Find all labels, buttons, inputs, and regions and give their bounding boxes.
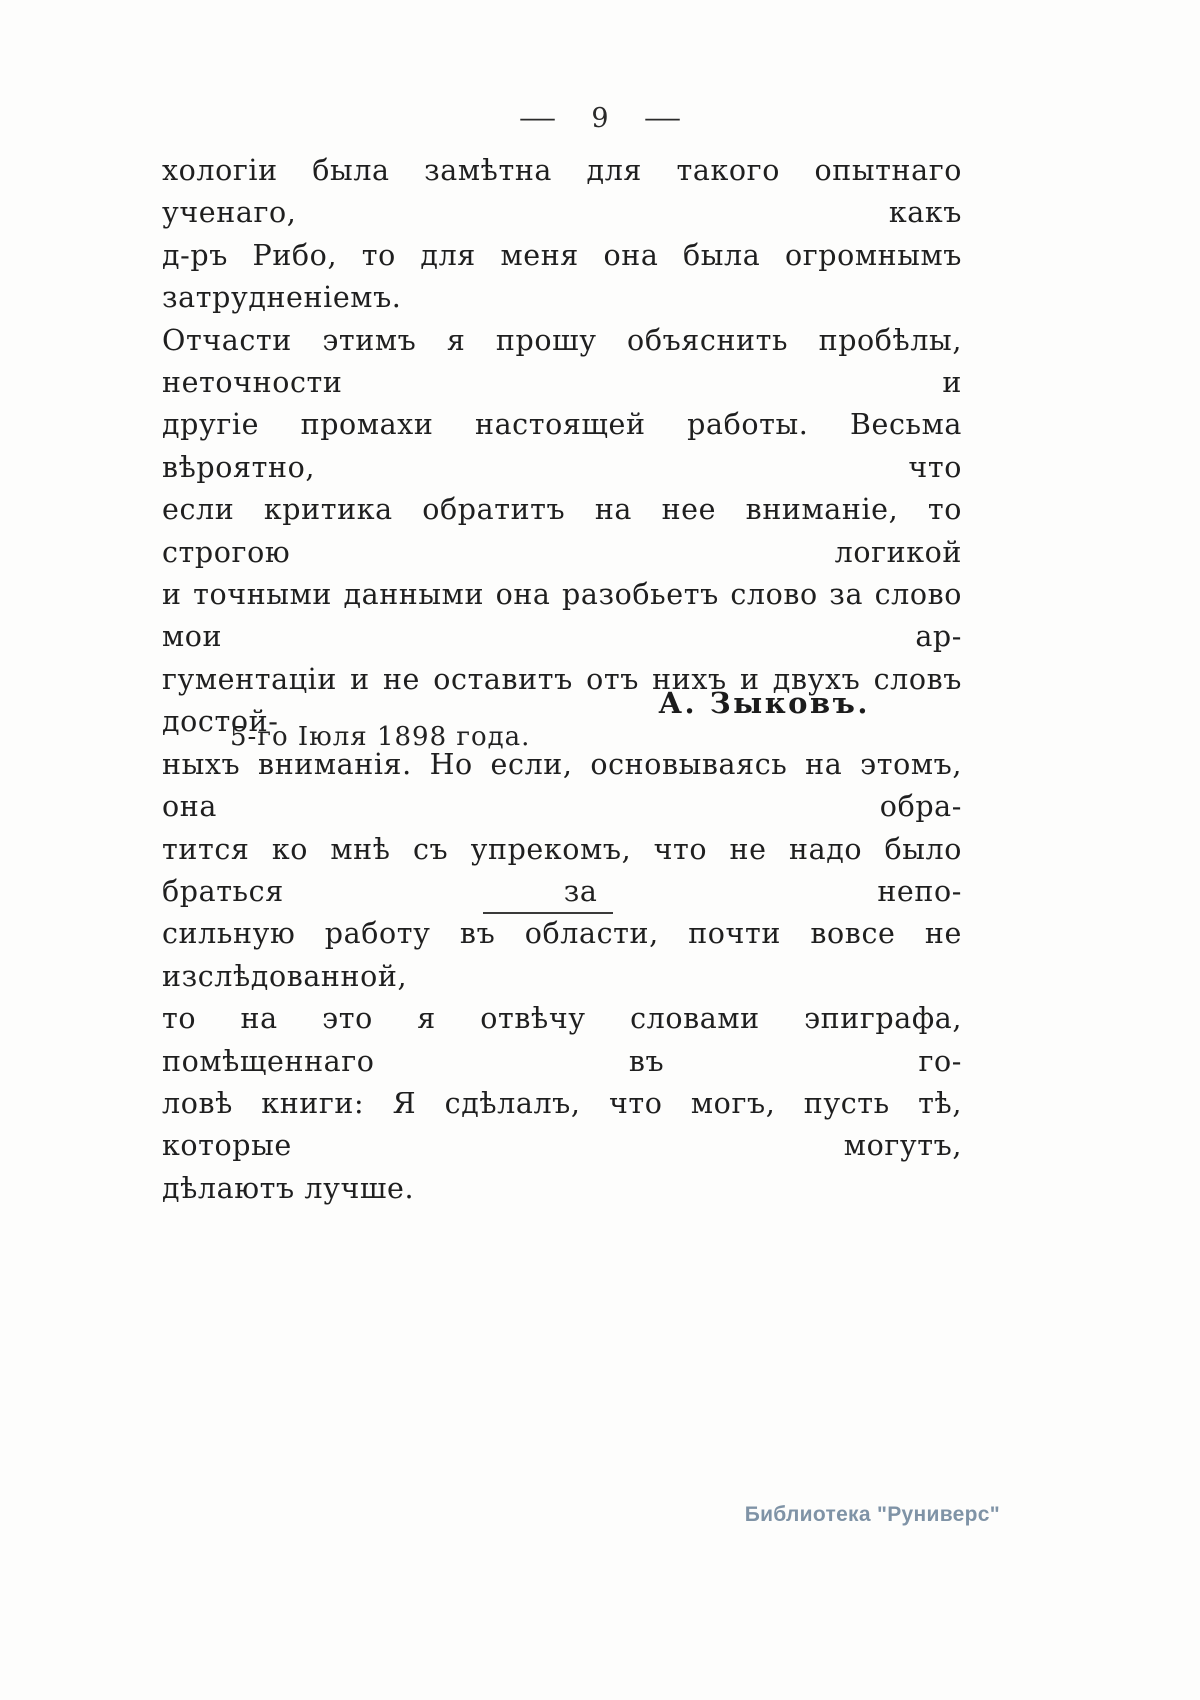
- text-line: Отчасти этимъ я прошу объяснить пробѣлы, неточности и: [162, 323, 962, 400]
- text-line: другіе промахи настоящей работы. Весьма вѣроятно, что: [162, 408, 962, 484]
- header-dash-left: —: [519, 103, 557, 134]
- text-line: сильную работу въ области, почти вовсе не изслѣдованной,: [162, 917, 962, 993]
- header-dash-right: —: [643, 103, 681, 134]
- library-watermark: Библиотека "Руниверс": [744, 1503, 1000, 1526]
- text-line: д-ръ Рибо, то для меня она была огромнымъ затрудненіемъ.: [162, 238, 962, 315]
- date-line: 5-го Іюля 1898 года.: [230, 722, 531, 752]
- body-text-block: [162, 150, 962, 1210]
- text-line: хологіи была замѣтна для такого опытнаго ученаго, какъ: [162, 154, 962, 230]
- text-line: тится ко мнѣ съ упрекомъ, что не надо было браться за непо-: [162, 832, 962, 908]
- page-number-header: [0, 103, 1200, 134]
- text-line: ныхъ вниманія. Но если, основываясь на этомъ, она обра-: [162, 747, 962, 824]
- section-divider: [483, 912, 613, 914]
- text-line: ловѣ книги: Я сдѣлалъ, что могъ, пусть тѣ, которые могутъ,: [162, 1086, 962, 1163]
- text-line: и точными данными она разобьетъ слово за слово мои ар-: [162, 578, 962, 654]
- text-line: то на это я отвѣчу словами эпиграфа, помѣщеннаго въ го-: [162, 1002, 962, 1078]
- text-line: гументаціи и не оставитъ отъ нихъ и двухъ словъ достой-: [162, 662, 962, 739]
- author-signature: А. Зыковъ.: [658, 686, 870, 720]
- text-line: дѣлаютъ лучше.: [162, 1171, 415, 1205]
- text-line: если критика обратитъ на нее вниманіе, то строгою логикой: [162, 493, 962, 569]
- page-number: 9: [591, 103, 609, 134]
